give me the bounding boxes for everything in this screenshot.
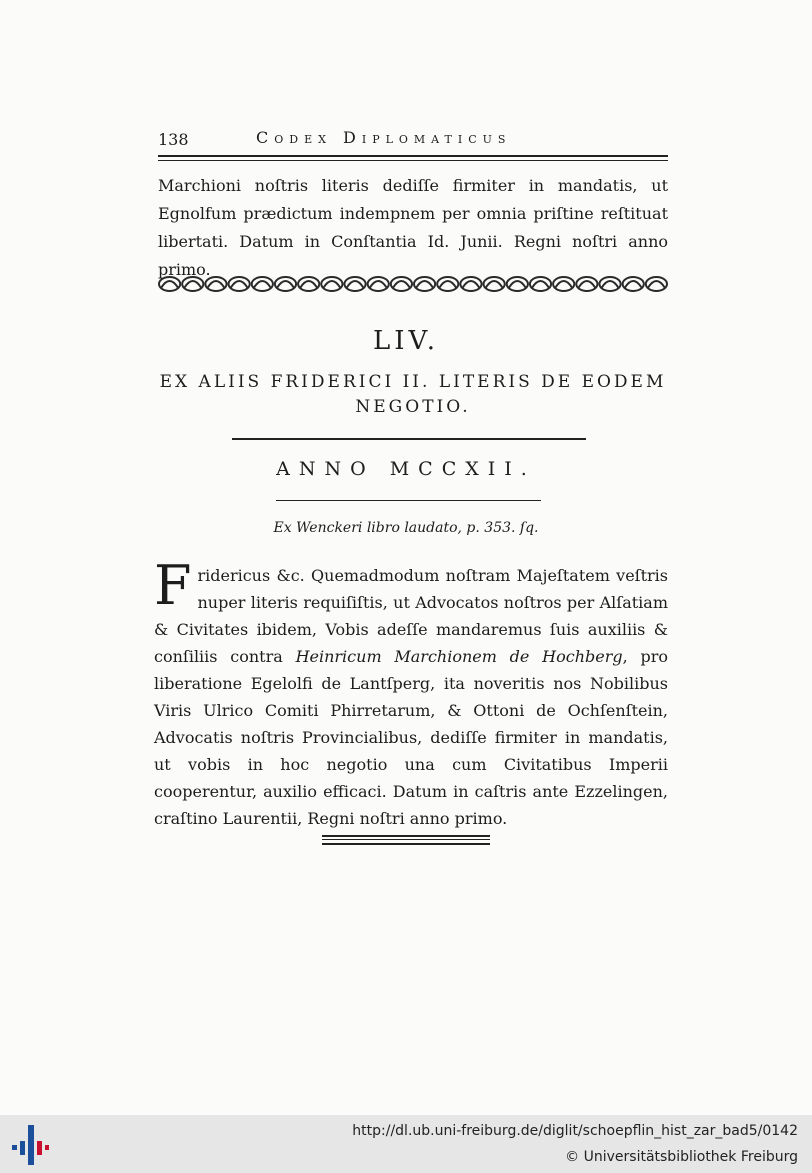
source-note: Ex Wenckeri libro laudato, p. 353. ſq. [273, 520, 539, 536]
viewer-footer [0, 1115, 812, 1173]
chain-twist [509, 281, 526, 288]
running-title: Codex Diplomaticus [256, 128, 512, 147]
chain-twist [277, 281, 294, 288]
chain-twist [462, 281, 479, 288]
year-line: ANNO MCCXII. [276, 458, 536, 480]
chain-twist [439, 281, 456, 288]
chain-link [623, 277, 644, 291]
end-of-document-rule [322, 835, 490, 845]
year-rule [276, 500, 541, 501]
chain-link [599, 277, 620, 291]
body-text-part-2: , pro liberatione Egelolfi de Lantſperg, ita noveritis nos Nobilibus Viris Ulrico Comiti Phirretarum, & Ottoni de Ochſenſtein, Advocatis noſtris Provincialibus, dediſſe firmiter in mandatis, ut vobis in hoc negotio una cum Civitatibus Imperii cooperentur, auxilio efficaci. Datum in caſtris ante Ezzelingen, craſtino Laurentii, Regni noſtri anno primo. [154, 647, 669, 828]
chain-link [530, 277, 551, 291]
copyright-notice: © Universitätsbibliothek Freiburg [565, 1149, 798, 1165]
chain-twist [601, 281, 618, 288]
chain-twist [555, 281, 572, 288]
chain-link [298, 277, 319, 291]
chain-link [437, 277, 458, 291]
chain-link [275, 277, 296, 291]
chain-twist [300, 281, 317, 288]
chain-link [205, 277, 226, 291]
page-header [158, 128, 668, 152]
heading-rule [232, 438, 586, 440]
chain-twist [578, 281, 595, 288]
chain-link [646, 277, 667, 291]
previous-document-ending: Marchioni noſtris literis dediſſe firmiter in mandatis, ut Egnolfum prædictum indempnem per omnia priſtine reſtituat libertati. Datum in Conſtantia Id. Junii. Regni noſtri anno primo. [158, 176, 668, 279]
chain-link [252, 277, 273, 291]
body-text-italic-name: Heinricum Marchionem de Hochberg [295, 647, 623, 666]
chain-twist [346, 281, 363, 288]
chain-twist [161, 281, 178, 288]
chain-twist [532, 281, 549, 288]
document-heading: EX ALIIS FRIDERICI II. LITERIS DE EODEM NEGOTIO. [159, 372, 667, 417]
document-body [154, 554, 669, 832]
header-double-rule [158, 155, 668, 161]
document-number: LIV. [372, 326, 440, 356]
chain-link [484, 277, 505, 291]
chain-twist [370, 281, 387, 288]
chain-twist [254, 281, 271, 288]
chain-twist [323, 281, 340, 288]
chain-link [391, 277, 412, 291]
chain-link [182, 277, 203, 291]
body-text-part-1: ridericus &c. Quemadmodum noſtram Majeſtatem veſtris nuper literis requiſiſtis, ut Advocatos noſtros per Alſatiam & Civitates ibidem, Vobis adeſſe mandaremus ſuis auxiliis & conſiliis contra [154, 566, 668, 666]
chain-link [460, 277, 481, 291]
chain-twist [231, 281, 248, 288]
chain-link [159, 277, 180, 291]
chain-twist [184, 281, 201, 288]
chain-link [576, 277, 597, 291]
chain-twist [625, 281, 642, 288]
chain-link [229, 277, 250, 291]
university-library-logo-icon [10, 1123, 50, 1167]
permalink-url[interactable]: http://dl.ub.uni-freiburg.de/diglit/schoepflin_hist_zar_bad5/0142 [352, 1123, 798, 1139]
chain-link [321, 277, 342, 291]
chain-link [553, 277, 574, 291]
drop-cap: F [154, 554, 192, 617]
chain-link [368, 277, 389, 291]
page-number: 138 [158, 130, 189, 149]
chain-link [507, 277, 528, 291]
chain-twist [416, 281, 433, 288]
chain-link [414, 277, 435, 291]
chain-twist [393, 281, 410, 288]
ornamental-chain-border [158, 272, 668, 296]
chain-twist [207, 281, 224, 288]
chain-link [344, 277, 365, 291]
chain-twist [486, 281, 503, 288]
chain-twist [648, 281, 665, 288]
